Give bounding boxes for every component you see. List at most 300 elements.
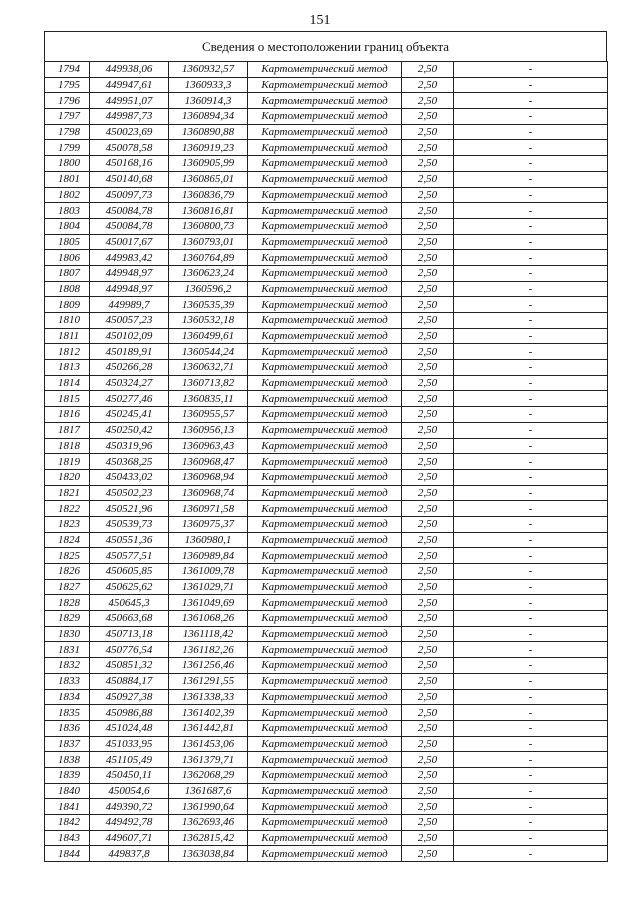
- method-cell: Картометрический метод: [248, 360, 402, 376]
- accuracy-cell: 2,50: [402, 140, 454, 156]
- y-coordinate: 1361256,46: [169, 658, 248, 674]
- x-coordinate: 449607,71: [90, 830, 169, 846]
- method-cell: Картометрический метод: [248, 297, 402, 313]
- note-cell: -: [454, 187, 608, 203]
- table-row: [45, 736, 608, 752]
- accuracy-cell: 2,50: [402, 407, 454, 423]
- accuracy-cell: 2,50: [402, 469, 454, 485]
- note-cell: -: [454, 579, 608, 595]
- point-number: 1819: [45, 454, 90, 470]
- table-row: [45, 328, 608, 344]
- accuracy-cell: 2,50: [402, 203, 454, 219]
- point-number: 1799: [45, 140, 90, 156]
- point-number: 1808: [45, 281, 90, 297]
- table-row: [45, 658, 608, 674]
- method-cell: Картометрический метод: [248, 830, 402, 846]
- y-coordinate: 1360623,24: [169, 265, 248, 281]
- y-coordinate: 1362068,29: [169, 767, 248, 783]
- note-cell: -: [454, 156, 608, 172]
- y-coordinate: 1360894,34: [169, 109, 248, 125]
- y-coordinate: 1360980,1: [169, 532, 248, 548]
- point-number: 1837: [45, 736, 90, 752]
- y-coordinate: 1361402,39: [169, 705, 248, 721]
- table-row: [45, 375, 608, 391]
- accuracy-cell: 2,50: [402, 799, 454, 815]
- point-number: 1842: [45, 815, 90, 831]
- y-coordinate: 1361453,06: [169, 736, 248, 752]
- method-cell: Картометрический метод: [248, 626, 402, 642]
- note-cell: -: [454, 297, 608, 313]
- method-cell: Картометрический метод: [248, 564, 402, 580]
- accuracy-cell: 2,50: [402, 548, 454, 564]
- y-coordinate: 1360764,89: [169, 250, 248, 266]
- x-coordinate: 450102,09: [90, 328, 169, 344]
- note-cell: -: [454, 375, 608, 391]
- point-number: 1806: [45, 250, 90, 266]
- x-coordinate: 451024,48: [90, 720, 169, 736]
- table-row: [45, 124, 608, 140]
- y-coordinate: 1362693,46: [169, 815, 248, 831]
- accuracy-cell: 2,50: [402, 846, 454, 862]
- accuracy-cell: 2,50: [402, 736, 454, 752]
- y-coordinate: 1360971,58: [169, 501, 248, 517]
- point-number: 1833: [45, 673, 90, 689]
- method-cell: Картометрический метод: [248, 469, 402, 485]
- y-coordinate: 1361291,55: [169, 673, 248, 689]
- note-cell: -: [454, 720, 608, 736]
- method-cell: Картометрический метод: [248, 344, 402, 360]
- accuracy-cell: 2,50: [402, 124, 454, 140]
- point-number: 1829: [45, 611, 90, 627]
- note-cell: -: [454, 689, 608, 705]
- method-cell: Картометрический метод: [248, 595, 402, 611]
- boundary-sheet: [44, 31, 607, 862]
- method-cell: Картометрический метод: [248, 689, 402, 705]
- point-number: 1834: [45, 689, 90, 705]
- accuracy-cell: 2,50: [402, 595, 454, 611]
- x-coordinate: 451105,49: [90, 752, 169, 768]
- note-cell: -: [454, 611, 608, 627]
- method-cell: Картометрический метод: [248, 187, 402, 203]
- note-cell: -: [454, 265, 608, 281]
- y-coordinate: 1360890,88: [169, 124, 248, 140]
- note-cell: -: [454, 548, 608, 564]
- method-cell: Картометрический метод: [248, 77, 402, 93]
- accuracy-cell: 2,50: [402, 579, 454, 595]
- accuracy-cell: 2,50: [402, 250, 454, 266]
- table-row: [45, 846, 608, 862]
- point-number: 1801: [45, 171, 90, 187]
- point-number: 1813: [45, 360, 90, 376]
- accuracy-cell: 2,50: [402, 611, 454, 627]
- note-cell: -: [454, 658, 608, 674]
- x-coordinate: 450521,96: [90, 501, 169, 517]
- method-cell: Картометрический метод: [248, 124, 402, 140]
- y-coordinate: 1360800,73: [169, 218, 248, 234]
- method-cell: Картометрический метод: [248, 705, 402, 721]
- point-number: 1800: [45, 156, 90, 172]
- x-coordinate: 450140,68: [90, 171, 169, 187]
- x-coordinate: 450017,67: [90, 234, 169, 250]
- point-number: 1841: [45, 799, 90, 815]
- table-title: Сведения о местоположении границ объекта: [44, 31, 607, 61]
- x-coordinate: 450324,27: [90, 375, 169, 391]
- point-number: 1816: [45, 407, 90, 423]
- method-cell: Картометрический метод: [248, 313, 402, 329]
- y-coordinate: 1360968,94: [169, 469, 248, 485]
- y-coordinate: 1360975,37: [169, 516, 248, 532]
- x-coordinate: 450625,62: [90, 579, 169, 595]
- point-number: 1803: [45, 203, 90, 219]
- method-cell: Картометрический метод: [248, 611, 402, 627]
- table-row: [45, 752, 608, 768]
- x-coordinate: 449989,7: [90, 297, 169, 313]
- y-coordinate: 1360499,61: [169, 328, 248, 344]
- coordinates-table: [44, 61, 608, 862]
- accuracy-cell: 2,50: [402, 375, 454, 391]
- accuracy-cell: 2,50: [402, 485, 454, 501]
- method-cell: Картометрический метод: [248, 846, 402, 862]
- table-row: [45, 360, 608, 376]
- y-coordinate: 1360914,3: [169, 93, 248, 109]
- method-cell: Картометрический метод: [248, 752, 402, 768]
- point-number: 1817: [45, 422, 90, 438]
- point-number: 1797: [45, 109, 90, 125]
- accuracy-cell: 2,50: [402, 62, 454, 78]
- x-coordinate: 449983,42: [90, 250, 169, 266]
- accuracy-cell: 2,50: [402, 532, 454, 548]
- x-coordinate: 449837,8: [90, 846, 169, 862]
- method-cell: Картометрический метод: [248, 281, 402, 297]
- x-coordinate: 450097,73: [90, 187, 169, 203]
- accuracy-cell: 2,50: [402, 454, 454, 470]
- note-cell: -: [454, 799, 608, 815]
- table-row: [45, 265, 608, 281]
- point-number: 1844: [45, 846, 90, 862]
- method-cell: Картометрический метод: [248, 250, 402, 266]
- accuracy-cell: 2,50: [402, 171, 454, 187]
- point-number: 1831: [45, 642, 90, 658]
- y-coordinate: 1361182,26: [169, 642, 248, 658]
- note-cell: -: [454, 626, 608, 642]
- note-cell: -: [454, 93, 608, 109]
- y-coordinate: 1360963,43: [169, 438, 248, 454]
- x-coordinate: 450277,46: [90, 391, 169, 407]
- table-row: [45, 626, 608, 642]
- method-cell: Картометрический метод: [248, 720, 402, 736]
- note-cell: -: [454, 846, 608, 862]
- y-coordinate: 1361687,6: [169, 783, 248, 799]
- x-coordinate: 450054,6: [90, 783, 169, 799]
- point-number: 1814: [45, 375, 90, 391]
- x-coordinate: 450502,23: [90, 485, 169, 501]
- method-cell: Картометрический метод: [248, 391, 402, 407]
- y-coordinate: 1360713,82: [169, 375, 248, 391]
- note-cell: -: [454, 124, 608, 140]
- point-number: 1835: [45, 705, 90, 721]
- note-cell: -: [454, 469, 608, 485]
- x-coordinate: 450168,16: [90, 156, 169, 172]
- page-number: 151: [309, 13, 331, 28]
- y-coordinate: 1361118,42: [169, 626, 248, 642]
- accuracy-cell: 2,50: [402, 360, 454, 376]
- note-cell: -: [454, 830, 608, 846]
- x-coordinate: 450776,54: [90, 642, 169, 658]
- y-coordinate: 1360968,74: [169, 485, 248, 501]
- y-coordinate: 1360793,01: [169, 234, 248, 250]
- method-cell: Картометрический метод: [248, 736, 402, 752]
- y-coordinate: 1360535,39: [169, 297, 248, 313]
- x-coordinate: 450084,78: [90, 218, 169, 234]
- x-coordinate: 449492,78: [90, 815, 169, 831]
- table-row: [45, 297, 608, 313]
- method-cell: Картометрический метод: [248, 171, 402, 187]
- point-number: 1832: [45, 658, 90, 674]
- table-row: [45, 469, 608, 485]
- y-coordinate: 1360932,57: [169, 62, 248, 78]
- x-coordinate: 449947,61: [90, 77, 169, 93]
- point-number: 1823: [45, 516, 90, 532]
- note-cell: -: [454, 705, 608, 721]
- y-coordinate: 1360956,13: [169, 422, 248, 438]
- table-row: [45, 516, 608, 532]
- table-row: [45, 77, 608, 93]
- y-coordinate: 1361049,69: [169, 595, 248, 611]
- x-coordinate: 450078,58: [90, 140, 169, 156]
- table-row: [45, 720, 608, 736]
- y-coordinate: 1361990,64: [169, 799, 248, 815]
- point-number: 1836: [45, 720, 90, 736]
- y-coordinate: 1362815,42: [169, 830, 248, 846]
- accuracy-cell: 2,50: [402, 564, 454, 580]
- x-coordinate: 450884,17: [90, 673, 169, 689]
- accuracy-cell: 2,50: [402, 815, 454, 831]
- note-cell: -: [454, 532, 608, 548]
- note-cell: -: [454, 516, 608, 532]
- table-row: [45, 422, 608, 438]
- y-coordinate: 1360955,57: [169, 407, 248, 423]
- table-row: [45, 830, 608, 846]
- table-row: [45, 218, 608, 234]
- y-coordinate: 1360919,23: [169, 140, 248, 156]
- accuracy-cell: 2,50: [402, 658, 454, 674]
- table-row: [45, 689, 608, 705]
- y-coordinate: 1361338,33: [169, 689, 248, 705]
- table-row: [45, 611, 608, 627]
- point-number: 1820: [45, 469, 90, 485]
- point-number: 1815: [45, 391, 90, 407]
- note-cell: -: [454, 281, 608, 297]
- method-cell: Картометрический метод: [248, 109, 402, 125]
- accuracy-cell: 2,50: [402, 156, 454, 172]
- note-cell: -: [454, 501, 608, 517]
- x-coordinate: 450245,41: [90, 407, 169, 423]
- table-row: [45, 595, 608, 611]
- point-number: 1804: [45, 218, 90, 234]
- note-cell: -: [454, 438, 608, 454]
- method-cell: Картометрический метод: [248, 203, 402, 219]
- point-number: 1794: [45, 62, 90, 78]
- method-cell: Картометрический метод: [248, 62, 402, 78]
- note-cell: -: [454, 407, 608, 423]
- point-number: 1828: [45, 595, 90, 611]
- y-coordinate: 1361442,81: [169, 720, 248, 736]
- table-row: [45, 705, 608, 721]
- note-cell: -: [454, 485, 608, 501]
- method-cell: Картометрический метод: [248, 501, 402, 517]
- note-cell: -: [454, 736, 608, 752]
- table-row: [45, 454, 608, 470]
- accuracy-cell: 2,50: [402, 328, 454, 344]
- method-cell: Картометрический метод: [248, 328, 402, 344]
- point-number: 1825: [45, 548, 90, 564]
- y-coordinate: 1360865,01: [169, 171, 248, 187]
- table-row: [45, 438, 608, 454]
- note-cell: -: [454, 673, 608, 689]
- method-cell: Картометрический метод: [248, 516, 402, 532]
- accuracy-cell: 2,50: [402, 93, 454, 109]
- x-coordinate: 450605,85: [90, 564, 169, 580]
- table-row: [45, 564, 608, 580]
- note-cell: -: [454, 77, 608, 93]
- method-cell: Картометрический метод: [248, 140, 402, 156]
- method-cell: Картометрический метод: [248, 767, 402, 783]
- x-coordinate: 450368,25: [90, 454, 169, 470]
- table-row: [45, 579, 608, 595]
- x-coordinate: 449390,72: [90, 799, 169, 815]
- point-number: 1798: [45, 124, 90, 140]
- x-coordinate: 450713,18: [90, 626, 169, 642]
- x-coordinate: 450927,38: [90, 689, 169, 705]
- table-row: [45, 281, 608, 297]
- note-cell: -: [454, 171, 608, 187]
- y-coordinate: 1360816,81: [169, 203, 248, 219]
- x-coordinate: 450450,11: [90, 767, 169, 783]
- y-coordinate: 1361379,71: [169, 752, 248, 768]
- method-cell: Картометрический метод: [248, 815, 402, 831]
- table-row: [45, 673, 608, 689]
- y-coordinate: 1360933,3: [169, 77, 248, 93]
- point-number: 1830: [45, 626, 90, 642]
- method-cell: Картометрический метод: [248, 548, 402, 564]
- point-number: 1810: [45, 313, 90, 329]
- y-coordinate: 1363038,84: [169, 846, 248, 862]
- accuracy-cell: 2,50: [402, 297, 454, 313]
- method-cell: Картометрический метод: [248, 799, 402, 815]
- table-row: [45, 501, 608, 517]
- accuracy-cell: 2,50: [402, 281, 454, 297]
- table-row: [45, 109, 608, 125]
- note-cell: -: [454, 815, 608, 831]
- point-number: 1807: [45, 265, 90, 281]
- accuracy-cell: 2,50: [402, 830, 454, 846]
- method-cell: Картометрический метод: [248, 438, 402, 454]
- accuracy-cell: 2,50: [402, 438, 454, 454]
- note-cell: -: [454, 62, 608, 78]
- accuracy-cell: 2,50: [402, 767, 454, 783]
- note-cell: -: [454, 767, 608, 783]
- x-coordinate: 449938,06: [90, 62, 169, 78]
- table-row: [45, 783, 608, 799]
- point-number: 1809: [45, 297, 90, 313]
- x-coordinate: 450851,32: [90, 658, 169, 674]
- table-row: [45, 203, 608, 219]
- x-coordinate: 450057,23: [90, 313, 169, 329]
- x-coordinate: 450084,78: [90, 203, 169, 219]
- method-cell: Картометрический метод: [248, 218, 402, 234]
- accuracy-cell: 2,50: [402, 265, 454, 281]
- x-coordinate: 450986,88: [90, 705, 169, 721]
- x-coordinate: 449951,07: [90, 93, 169, 109]
- x-coordinate: 450551,36: [90, 532, 169, 548]
- method-cell: Картометрический метод: [248, 265, 402, 281]
- note-cell: -: [454, 752, 608, 768]
- accuracy-cell: 2,50: [402, 501, 454, 517]
- point-number: 1826: [45, 564, 90, 580]
- note-cell: -: [454, 140, 608, 156]
- accuracy-cell: 2,50: [402, 313, 454, 329]
- note-cell: -: [454, 203, 608, 219]
- x-coordinate: 449987,73: [90, 109, 169, 125]
- x-coordinate: 449948,97: [90, 265, 169, 281]
- accuracy-cell: 2,50: [402, 391, 454, 407]
- table-row: [45, 407, 608, 423]
- y-coordinate: 1360544,24: [169, 344, 248, 360]
- x-coordinate: 450319,96: [90, 438, 169, 454]
- accuracy-cell: 2,50: [402, 187, 454, 203]
- y-coordinate: 1360968,47: [169, 454, 248, 470]
- point-number: 1795: [45, 77, 90, 93]
- note-cell: -: [454, 218, 608, 234]
- y-coordinate: 1360905,99: [169, 156, 248, 172]
- point-number: 1824: [45, 532, 90, 548]
- method-cell: Картометрический метод: [248, 532, 402, 548]
- note-cell: -: [454, 783, 608, 799]
- x-coordinate: 450433,02: [90, 469, 169, 485]
- accuracy-cell: 2,50: [402, 752, 454, 768]
- y-coordinate: 1361029,71: [169, 579, 248, 595]
- method-cell: Картометрический метод: [248, 579, 402, 595]
- accuracy-cell: 2,50: [402, 626, 454, 642]
- table-row: [45, 485, 608, 501]
- method-cell: Картометрический метод: [248, 642, 402, 658]
- accuracy-cell: 2,50: [402, 234, 454, 250]
- x-coordinate: 450577,51: [90, 548, 169, 564]
- method-cell: Картометрический метод: [248, 93, 402, 109]
- accuracy-cell: 2,50: [402, 705, 454, 721]
- method-cell: Картометрический метод: [248, 422, 402, 438]
- method-cell: Картометрический метод: [248, 454, 402, 470]
- table-row: [45, 234, 608, 250]
- accuracy-cell: 2,50: [402, 109, 454, 125]
- table-row: [45, 548, 608, 564]
- accuracy-cell: 2,50: [402, 344, 454, 360]
- method-cell: Картометрический метод: [248, 156, 402, 172]
- y-coordinate: 1360632,71: [169, 360, 248, 376]
- accuracy-cell: 2,50: [402, 422, 454, 438]
- table-row: [45, 93, 608, 109]
- accuracy-cell: 2,50: [402, 77, 454, 93]
- table-row: [45, 156, 608, 172]
- note-cell: -: [454, 595, 608, 611]
- table-row: [45, 532, 608, 548]
- table-row: [45, 767, 608, 783]
- x-coordinate: 450023,69: [90, 124, 169, 140]
- table-row: [45, 250, 608, 266]
- note-cell: -: [454, 422, 608, 438]
- point-number: 1838: [45, 752, 90, 768]
- x-coordinate: 449948,97: [90, 281, 169, 297]
